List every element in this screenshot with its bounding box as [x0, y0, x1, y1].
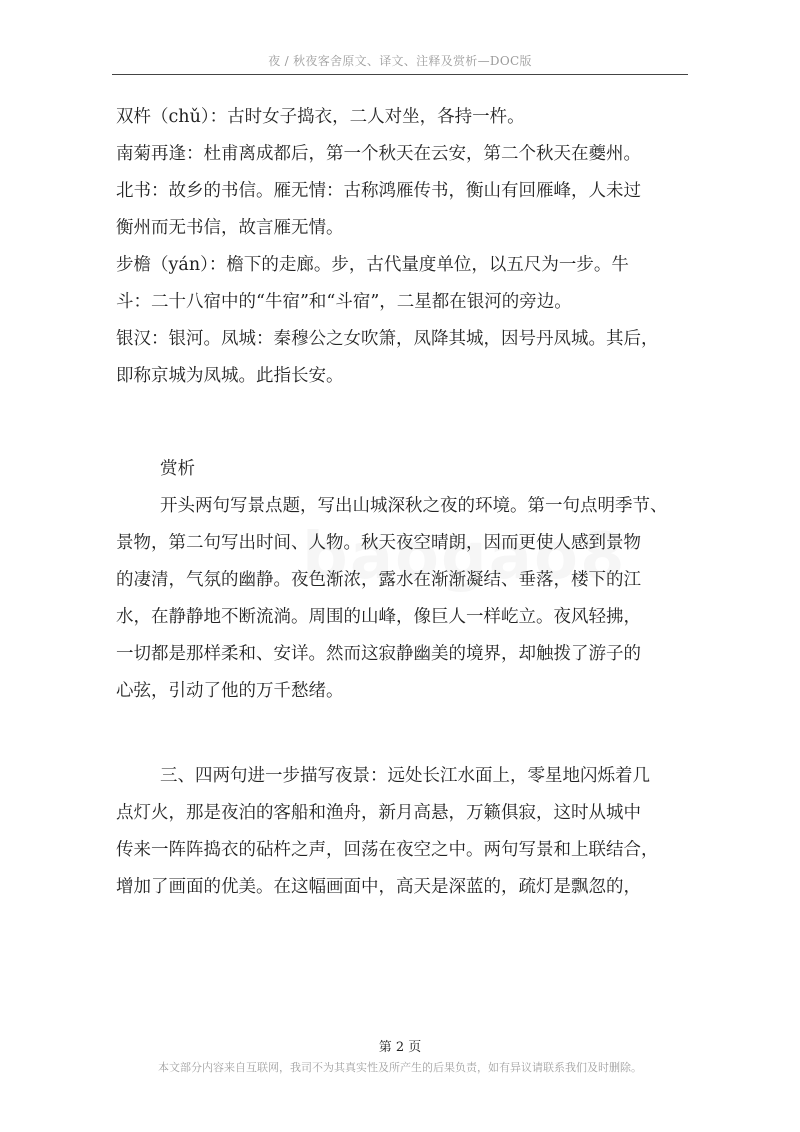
- section-heading: 赏析: [160, 459, 195, 479]
- paragraph-line: 开头两句写景点题，写出山城深秋之夜的环境。第一句点明季节、: [160, 496, 668, 516]
- paragraph-spacer: [116, 710, 688, 758]
- page-header: 夜 / 秋夜客舍原文、译文、注释及赏析—DOC版: [268, 54, 532, 68]
- paragraph-line: 景物，第二句写出时间、人物。秋天夜空晴朗，因而更使人感到景物: [116, 533, 641, 553]
- appreciation-section: [116, 451, 688, 906]
- note-line: 南菊再逢：杜甫离成都后，第一个秋天在云安，第二个秋天在夔州。: [116, 144, 641, 164]
- note-line: 即称京城为凤城。此指长安。: [116, 366, 344, 386]
- header-divider: [112, 74, 688, 75]
- note-line: 斗：二十八宿中的“牛宿”和“斗宿”，二星都在银河的旁边。: [116, 292, 572, 312]
- paragraph-line: 传来一阵阵捣衣的砧杵之声，回荡在夜空之中。两句写景和上联结合，: [116, 840, 659, 860]
- note-line: 步檐（yán）：檐下的走廊。步，古代量度单位，以五尺为一步。牛: [116, 255, 629, 275]
- paragraph-line: 水，在静静地不断流淌。周围的山峰，像巨人一样屹立。夜风轻拂，: [116, 607, 641, 627]
- paragraph-line: 一切都是那样柔和、安详。然而这寂静幽美的境界，却触拨了游子的: [116, 644, 641, 664]
- paragraph-line: 的凄清，气氛的幽静。夜色渐浓，露水在渐渐凝结、垂落，楼下的江: [116, 570, 641, 590]
- paragraph-line: 增加了画面的优美。在这幅画面中，高天是深蓝的，疏灯是飘忽的，: [116, 877, 641, 897]
- page-number: 第 2 页: [378, 1040, 422, 1055]
- notes-section: [116, 99, 688, 395]
- paragraph: [116, 488, 688, 710]
- note-line: 银汉：银河。凤城：秦穆公之女吹箫，凤降其城，因号丹凤城。其后，: [116, 329, 659, 349]
- paragraph-line: 三、四两句进一步描写夜景：远处长江水面上，零星地闪烁着几: [160, 766, 650, 786]
- section-spacer: [116, 395, 688, 451]
- document-body: [116, 99, 688, 906]
- note-line: 双杵（chǔ）：古时女子捣衣，二人对坐，各持一杵。: [116, 107, 525, 127]
- paragraph-line: 心弦，引动了他的万千愁绪。: [116, 681, 344, 701]
- note-line: 北书：故乡的书信。雁无情：古称鸿雁传书，衡山有回雁峰，人未过: [116, 181, 641, 201]
- paragraph: [116, 758, 688, 906]
- paragraph-line: 点灯火，那是夜泊的客船和渔舟，新月高悬，万籁俱寂，这时从城中: [116, 803, 641, 823]
- footer-disclaimer: 本文部分内容来自互联网，我司不为其真实性及所产生的后果负责，如有异议请联系我们及时删除。: [158, 1061, 642, 1074]
- note-line: 衡州而无书信，故言雁无情。: [116, 218, 344, 238]
